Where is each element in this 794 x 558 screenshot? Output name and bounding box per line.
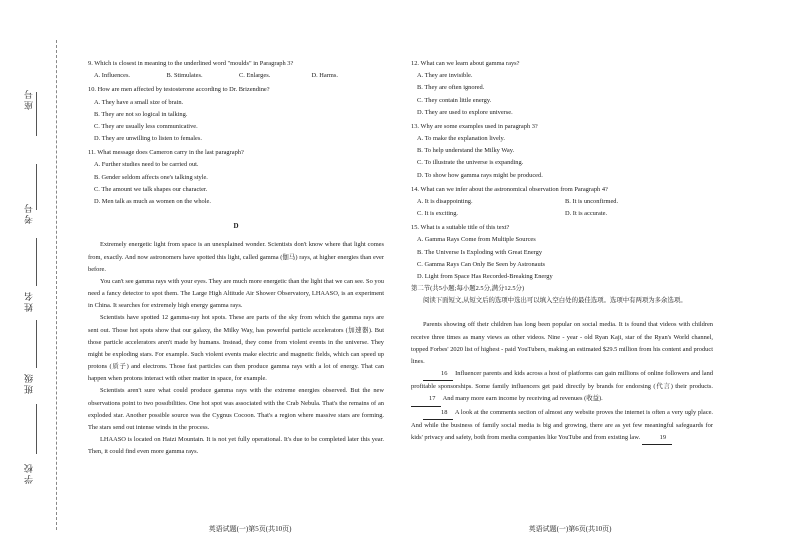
class-fill-line [36, 320, 37, 368]
option-a: A. They have a small size of brain. [94, 98, 184, 106]
blank-18[interactable]: 18 [423, 407, 453, 420]
question-12 [411, 58, 713, 119]
question-stem: 14. What can we infer about the astronomical observation from Paragraph 4? [411, 185, 608, 193]
passage-paragraph: You can't see gamma rays with your eyes. They are much more energetic than the light that we can see. So you need a fancy detector to spot them. The Large High Altitude Air Shower Observatory, LHAASO, is an experiment in China. It searches for extremely high energy gamma rays. [88, 277, 384, 310]
exam-number-fill-line [36, 164, 37, 210]
option-b: B. They are often ignored. [417, 84, 485, 92]
option-d: D. Harms. [311, 72, 338, 80]
option-d: D. Light from Space Has Recorded-Breaking Energy [417, 272, 553, 280]
passage-text: And many more earn income by receiving ad revenues (收益). [442, 395, 603, 403]
blank-16[interactable]: 16 [423, 368, 453, 381]
passage-paragraph: Extremely energetic light from space is an unexplained wonder. Scientists don't know where that light comes from, exactly. And now astronomers have spotted this light, called gamma (伽马) rays, at higher energies than ever before. [88, 241, 384, 273]
question-15 [411, 222, 713, 283]
option-c: C. It is exciting. [417, 210, 459, 218]
passage-paragraph: Scientists have spotted 12 gamma-ray hot spots. These are parts of the sky from which the gamma rays are sent out. Those hot spots show that our galaxy, the Milky Way, has powerful particle accelerators (加速器). But those particle accelerators aren't made by humans. Instead, they come from violent events in the universe. They might be exploding stars. For example. Such violent events make electric and magnetic fields, which can speed up protons (质子) and electrons. Those fast particles can then produce gamma rays with a lot of energy. That can happen when protons interact with other matter in space, for example. [88, 314, 384, 383]
name-fill-line [36, 238, 37, 286]
option-c: C. The amount we talk shapes our character. [94, 185, 208, 193]
question-10 [88, 84, 384, 145]
option-b: B. Stimulates. [166, 72, 203, 80]
seat-fill-line [36, 92, 37, 136]
left-page [88, 56, 384, 458]
option-c: C. To illustrate the universe is expanding. [417, 159, 524, 167]
option-b: B. It is unconfirmed. [565, 197, 619, 205]
seat-label: 座号 [24, 88, 34, 110]
option-a: A. They are invisible. [417, 72, 473, 80]
blank-19[interactable]: 19 [642, 432, 672, 445]
section2-heading: 第二节(共5小题;每小题2.5分,满分12.5分) [411, 285, 525, 293]
option-d: D. They are unwilling to listen to females. [94, 135, 202, 143]
class-label: 班级 [24, 372, 34, 394]
option-a: A. It is disappointing. [417, 197, 473, 205]
option-d: D. Men talk as much as women on the whole. [94, 197, 211, 205]
passage-paragraph: Parents showing off their children has long been popular on social media. It is found that videos with children receive three times as many views as other videos. Nine - year - old Ryan Kaji, star of the Ryan's World channel, topped Forbes' 2020 list of highest - paid YouTubers, making an estimated $29.5 million from his content and product lines. [411, 321, 713, 365]
question-stem: 11. What message does Cameron carry in the last paragraph? [88, 149, 244, 157]
question-stem: 9. Which is closest in meaning to the underlined word "moulds" in Paragraph 3? [88, 60, 294, 67]
binding-margin [0, 0, 80, 558]
option-a: A. Further studies need to be carried out. [94, 161, 199, 169]
option-a: A. Influences. [94, 72, 131, 80]
question-stem: 10. How are men affected by testosterone according to Dr. Brizendine? [88, 86, 270, 94]
option-d: D. To show how gamma rays might be produced. [417, 171, 543, 179]
passage-text: A look at the comments section of almost any website proves the internet is often a very ugly place. And while the business of family social media is big and growing, there are as yet few meaningful safeguards for kids' privacy and safety, both from media companies like YouTube and from existing law. [411, 408, 714, 441]
right-page [411, 56, 713, 445]
passage-text: Influencer parents and kids across a host of platforms can gain millions of online followers and land profitable sponsorships. Some family influencers get paid directly by brands for endorsing (代言) their products. [411, 370, 713, 391]
section2-instruction: 阅读下面短文,从短文后的选项中选出可以填入空白处的最佳选项。选项中有两项为多余选项。 [423, 297, 687, 305]
school-label: 学校 [24, 462, 34, 484]
option-a: A. To make the explanation lively. [417, 135, 505, 143]
question-11 [88, 147, 384, 208]
question-stem: 15. What is a suitable title of this text? [411, 224, 510, 232]
question-stem: 13. Why are some examples used in paragraph 3? [411, 122, 538, 130]
question-stem: 12. What can we learn about gamma rays? [411, 60, 520, 67]
school-fill-line [36, 404, 37, 454]
option-c: C. Gamma Rays Can Only Be Seen by Astronauts [417, 260, 545, 268]
passage-paragraph: Scientists aren't sure what could produce gamma rays with the extreme energies observed. But the new observations point to two possibilities. One hot spot was associated with the Crab Nebula. That's the remains of an exploded star. Another possible source was the Cygnus Cocoon. That's a region where massive stars are forming. The stars send out intense winds in the process. [88, 387, 384, 431]
page-footer-left: 英语试题(一)第5页(共10页) [208, 525, 292, 533]
option-c: C. They contain little energy. [417, 96, 492, 104]
option-b: B. The Universe Is Exploding with Great Energy [417, 248, 543, 256]
passage-paragraph [411, 407, 713, 446]
option-c: C. They are usually less communicative. [94, 122, 198, 130]
exam-number-label: 考号 [24, 202, 34, 224]
cut-line [56, 40, 57, 530]
option-c: C. Enlarges. [239, 72, 271, 80]
name-label: 姓名 [24, 290, 34, 312]
question-9 [88, 58, 384, 82]
option-b: B. They are not so logical in talking. [94, 110, 188, 118]
option-b: B. Gender seldom affects one's talking style. [94, 173, 208, 181]
blank-17[interactable]: 17 [411, 393, 441, 406]
passage-paragraph: LHAASO is located on Haizi Mountain. It is not yet fully operational. It's due to be completed later this year. Then, it could find even more gamma rays. [88, 436, 384, 456]
option-d: D. It is accurate. [565, 210, 608, 218]
passage-title: D [233, 222, 239, 231]
option-b: B. To help understand the Milky Way. [417, 147, 515, 155]
question-13 [411, 121, 713, 182]
question-14 [411, 184, 713, 221]
option-a: A. Gamma Rays Come from Multiple Sources [417, 236, 536, 244]
passage-paragraph [411, 368, 713, 407]
option-d: D. They are used to explore universe. [417, 108, 513, 116]
page-footer-right: 英语试题(一)第6页(共10页) [528, 525, 612, 533]
